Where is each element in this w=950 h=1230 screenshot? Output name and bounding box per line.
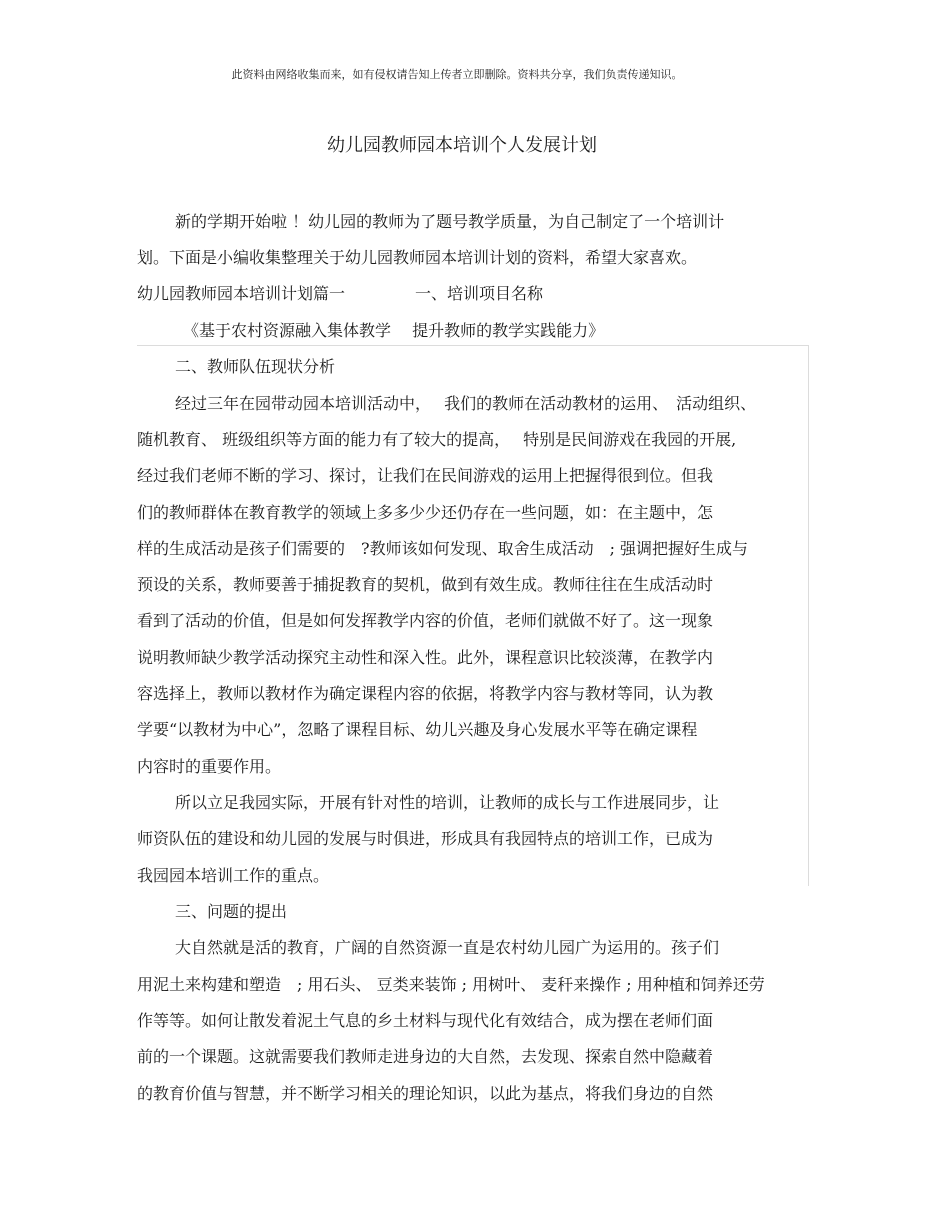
section2-line: 预设的关系，教师要善于捕捉教育的契机，做到有效生成。教师往往在生成活动时 (137, 575, 714, 594)
section3-heading: 三、问题的提出 (175, 902, 288, 921)
project-name: 《基于农村资源融入集体教学 提升教师的教学实践能力》 (183, 321, 605, 340)
intro-line-2: 划。下面是小编收集整理关于幼儿园教师园本培训计划的资料，希望大家喜欢。 (137, 248, 698, 267)
section1-heading: 一、培训项目名称 (415, 284, 544, 303)
section2-para2-line: 我园园本培训工作的重点。 (137, 866, 330, 885)
section3-line: 作等等。如何让散发着泥土气息的乡土材料与现代化有效结合，成为摆在老师们面 (137, 1011, 714, 1030)
section2-line: 内容时的重要作用。 (137, 757, 282, 776)
section2-para2-line: 所以立足我园实际，开展有针对性的培训，让教师的成长与工作进展同步，让 (175, 793, 720, 812)
section2-line: 样的生成活动是孩子们需要的 ?教师该如何发现、取舍生成活动 ; 强调把握好生成与 (137, 539, 749, 558)
section3-line: 前的一个课题。这就需要我们教师走进身边的大自然，去发现、探索自然中隐藏着 (137, 1047, 714, 1066)
plan-heading: 幼儿园教师园本培训计划篇一 (137, 284, 346, 303)
section3-line: 的教育价值与智慧，并不断学习相关的理论知识，以此为基点，将我们身边的自然 (137, 1084, 714, 1103)
document-title: 幼儿园教师园本培训个人发展计划 (327, 135, 597, 156)
section2-line: 学要“以教材为中心”，忽略了课程目标、幼儿兴趣及身心发展水平等在确定课程 (137, 720, 698, 739)
section2-line: 看到了活动的价值，但是如何发挥教学内容的价值，老师们就做不好了。这一现象 (137, 611, 714, 630)
section2-line: 随机教育、 班级组织等方面的能力有了较大的提高， 特别是民间游戏在我园的开展, (137, 430, 737, 449)
section3-line: 大自然就是活的教育，广阔的自然资源一直是农村幼儿园广为运用的。孩子们 (175, 938, 720, 957)
section3-line: 用泥土来构建和塑造 ; 用石头、 豆类来装饰 ; 用树叶、 麦秆来操作 ; 用种植和饲养还劳 (137, 975, 765, 994)
section2-line: 说明教师缺少教学活动探究主动性和深入性。此外，课程意识比较淡薄，在教学内 (137, 648, 714, 667)
section2-line: 经过我们老师不断的学习、探讨，让我们在民间游戏的运用上把握得很到位。但我 (137, 466, 714, 485)
section2-line: 容选择上，教师以教材作为确定课程内容的依据，将教学内容与教材等同，认为教 (137, 684, 714, 703)
section2-para2-line: 师资队伍的建设和幼儿园的发展与时俱进，形成具有我园特点的培训工作，已成为 (137, 829, 714, 848)
section2-heading: 二、教师队伍现状分析 (175, 357, 336, 376)
disclaimer-header: 此资料由网络收集而来，如有侵权请告知上传者立即删除。资料共分享，我们负责传递知识。 (231, 68, 683, 81)
section2-line: 们的教师群体在教育教学的领域上多多少少还仍存在一些问题，如：在主题中，怎 (137, 503, 714, 522)
section2-line: 经过三年在园带动园本培训活动中， 我们的教师在活动教材的运用、 活动组织、 (175, 394, 757, 413)
intro-line-1: 新的学期开始啦 ！幼儿园的教师为了题号教学质量，为自己制定了一个培训计 (175, 212, 725, 231)
